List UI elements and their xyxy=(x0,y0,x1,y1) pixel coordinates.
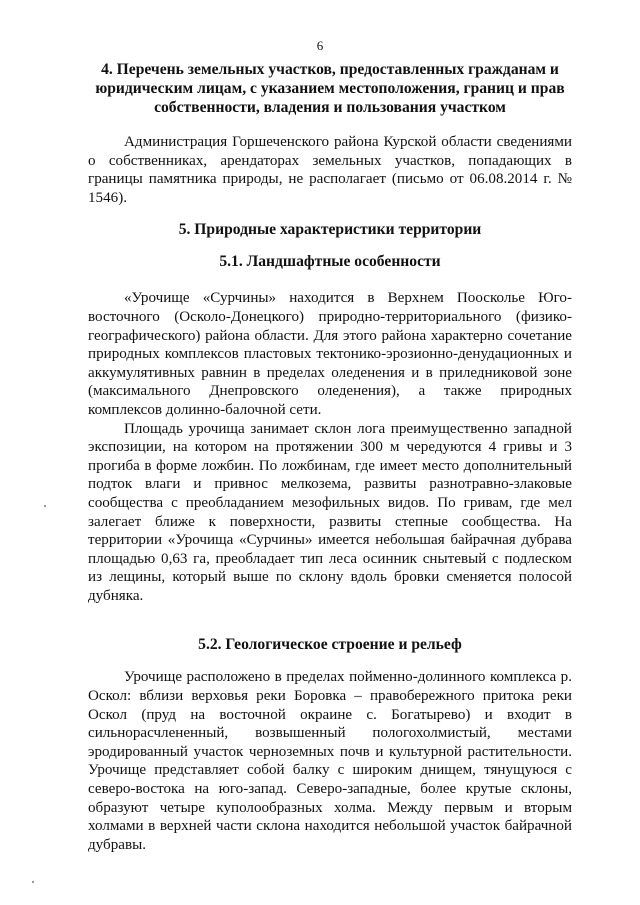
scan-speck xyxy=(32,881,34,883)
section-5-1-paragraph-1: «Урочище «Сурчины» находится в Верхнем Поосколье Юго-восточного (Осколо-Донецкого) природно-территориального (физико-географического) района области. Для этого района характерно сочетание природных комплексов пластовых тектонико-эрозионно-денудационных и аккумулятивных равнин в пределах оледенения и в приледниковой зоне (максимального Днепровского оледенения), а также природных комплексов долинно-балочной сети. xyxy=(88,290,572,418)
section-5-1-heading: 5.1. Ландшафтные особенности xyxy=(219,253,441,271)
section-5-heading: 5. Природные характеристики территории xyxy=(178,221,482,239)
section-5-2-heading: 5.2. Геологическое строение и рельеф xyxy=(198,636,462,654)
section-4-text: Администрация Горшеченского района Курской области сведениями о собственниках, арендаторах земельных участков, попадающих в границы памятника природы, не располагает (письмо от 06.08.2014 г. № 1546). xyxy=(88,134,572,206)
section-4-heading: 4. Перечень земельных участков, предоставленных гражданам и юридическим лицам, с указанием местоположения, границ и прав собственности, владения и пользования участком xyxy=(95,61,565,116)
scan-speck xyxy=(44,505,46,507)
section-5-2-paragraph-1: Урочище расположено в пределах пойменно-долинного комплекса р. Оскол: вблизи верховья реки Боровка – правобережного притока реки Оскол (пруд на восточной окраине с. Богатырево) и входит в сильнорасчлененный, возвышенный пологохолмистый, местами эродированный участок черноземных почв и культурной растительности. Урочище представляет собой балку с широким днищем, тянущуюся с северо-востока на юго-запад. Северо-западные, более крутые склоны, образуют четыре куполообразных холма. Между первым и вторым холмами в верхней части склона находится небольшой участок байрачной дубравы. xyxy=(88,669,572,853)
section-5-1-paragraph-2: Площадь урочища занимает склон лога преимущественно западной экспозиции, на котором на протяжении 300 м чередуются 4 гривы и 3 прогиба в форме ложбин. По ложбинам, где имеет место дополнительный подток влаги и привнос мелкозема, развиты разнотравно-злаковые сообщества с преобладанием мезофильных видов. По гривам, где мел залегает ближе к поверхности, развиты степные сообщества. На территории «Урочища «Сурчины» имеется небольшая байрачная дубрава площадью 0,63 га, преобладает тип леса осинник снытевый с подлеском из лещины, который выше по склону вдоль бровки сменяется полосой дубняка. xyxy=(88,420,572,604)
page-number: 6 xyxy=(316,38,324,53)
page-content xyxy=(88,60,572,854)
